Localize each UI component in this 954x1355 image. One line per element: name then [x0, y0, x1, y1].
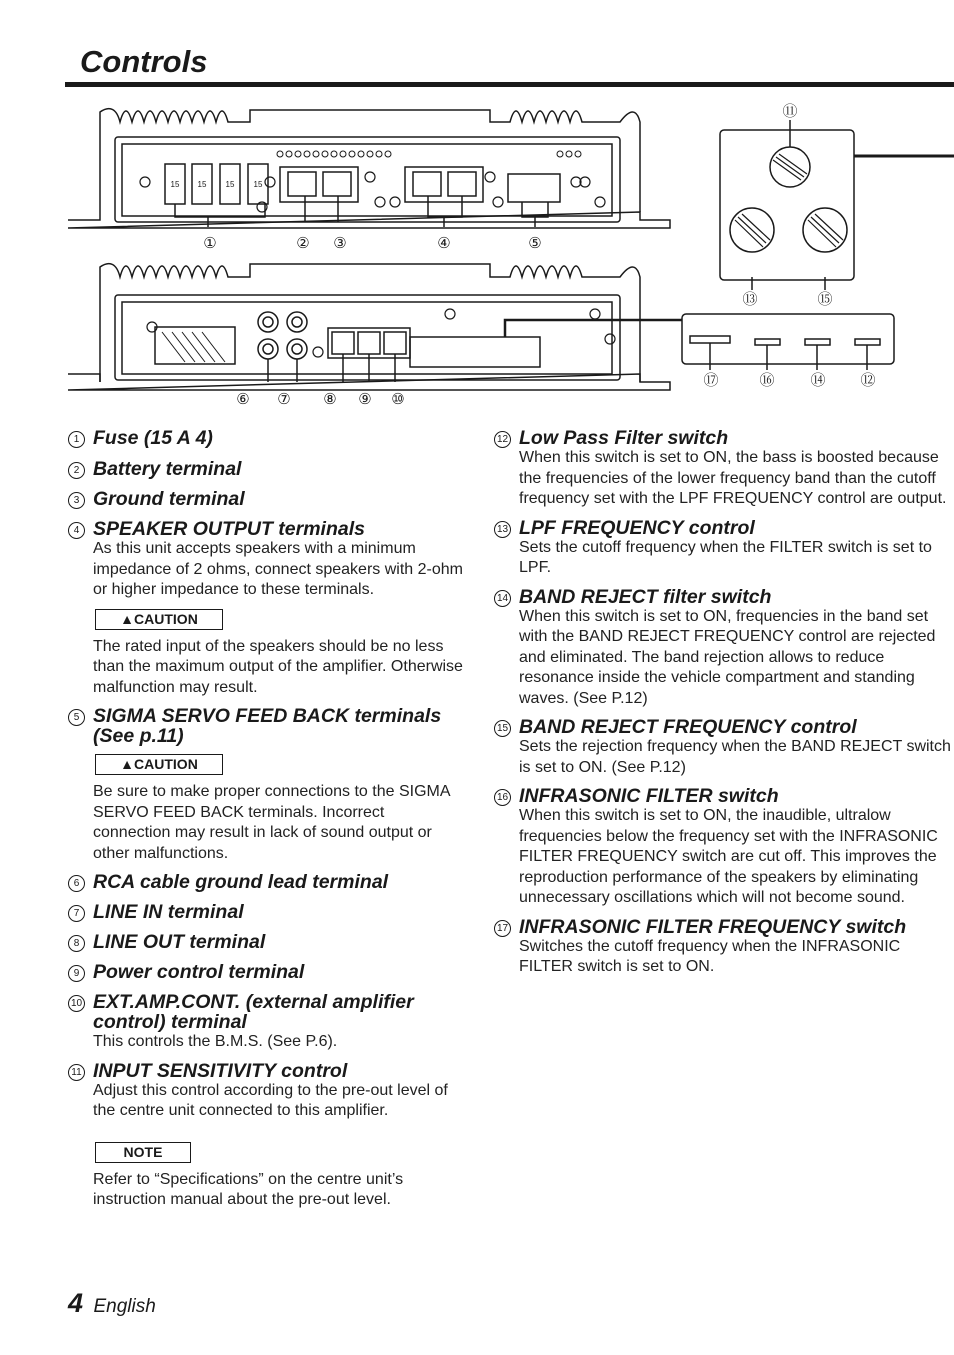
item-number: 9: [68, 965, 85, 982]
page-footer: [68, 1288, 156, 1319]
callout-9: ⑨: [358, 391, 372, 408]
item-number: 8: [68, 935, 85, 952]
item-14: [494, 587, 954, 710]
callout-6: ⑥: [236, 391, 250, 408]
item-description: This controls the B.M.S. (See P.6).: [93, 1033, 338, 1050]
item-description: Adjust this control according to the pre-out level of the centre unit connected to this amplifier.: [93, 1081, 448, 1119]
callout-13: ⑬: [742, 291, 758, 308]
item-7: [68, 902, 463, 922]
line-out-terminal: [332, 332, 354, 354]
item-number: 16: [494, 789, 511, 806]
item-title: INPUT SENSITIVITY control: [93, 1059, 348, 1082]
callout-1: ①: [203, 235, 217, 252]
item-1: [68, 428, 463, 448]
callout-17: ⑰: [703, 372, 719, 389]
item-8: [68, 932, 463, 952]
item-description: Sets the rejection frequency when the BAND REJECT switch is set to ON. (See P.12): [519, 738, 951, 776]
item-10: [68, 992, 463, 1053]
sigma-servo-terminals: [508, 174, 560, 202]
item-number: 5: [68, 709, 85, 726]
fuse-label-2: 15: [197, 180, 207, 189]
note-description: Refer to “Specifications” on the centre unit’s instruction manual about the pre-out level.: [93, 1170, 404, 1208]
amplifier-diagram: [60, 92, 954, 422]
note-label: NOTE: [95, 1142, 191, 1163]
callout-15: ⑮: [817, 291, 833, 308]
item-number: 17: [494, 920, 511, 937]
callout-2: ②: [296, 235, 310, 252]
item-number: 13: [494, 521, 511, 538]
item-number: 4: [68, 522, 85, 539]
item-description: When this switch is set to ON, the inaudible, ultralow frequencies below the frequency set with the INFRASONIC FILTER FREQUENCY switch are cut off. This improves the reproduction performance of the speakers by eliminating unnecessary oscillations which will not become sound.: [519, 807, 938, 906]
page-title: Controls: [80, 44, 208, 79]
fuse-label-1: 15: [170, 180, 180, 189]
item-5: [68, 706, 463, 864]
page-number: 4: [68, 1288, 84, 1318]
item-15: [494, 717, 954, 778]
battery-terminal: [288, 172, 316, 196]
page-language: English: [93, 1296, 156, 1317]
item-number: 15: [494, 720, 511, 737]
callout-7: ⑦: [277, 391, 291, 408]
item-title: INFRASONIC FILTER FREQUENCY switch: [519, 915, 907, 938]
item-4: [68, 519, 463, 698]
callout-11: ⑪: [782, 103, 798, 120]
item-number: 3: [68, 492, 85, 509]
rca-ground: [258, 312, 278, 332]
item-title: Low Pass Filter switch: [519, 427, 729, 449]
callout-3: ③: [333, 235, 347, 252]
item-description: As this unit accepts speakers with a minimum impedance of 2 ohms, connect speakers with 2-ohm or higher impedance to these terminals.: [93, 540, 463, 598]
item-title: EXT.AMP.CONT. (external amplifier control) terminal: [93, 991, 414, 1033]
infrasonic-filter-frequency-switch: [690, 336, 730, 343]
item-12: [494, 428, 954, 510]
item-number: 12: [494, 431, 511, 448]
item-11: [68, 1061, 463, 1211]
item-title: LINE OUT terminal: [93, 931, 266, 953]
item-title: BAND REJECT FREQUENCY control: [519, 716, 857, 738]
caution-description: Be sure to make proper connections to the SIGMA SERVO FEED BACK terminals. Incorrect connection may result in lack of sound output or other malfunctions.: [93, 783, 450, 862]
item-2: [68, 459, 463, 479]
caution-text: CAUTION: [134, 610, 198, 627]
item-number: 14: [494, 590, 511, 607]
callout-5: ⑤: [528, 235, 542, 252]
front-panel-top: [115, 137, 620, 222]
caution-description: The rated input of the speakers should be no less than the maximum output of the amplifier. Otherwise malfunction may result.: [93, 637, 463, 696]
item-number: 11: [68, 1064, 85, 1081]
band-reject-switch: [805, 339, 830, 345]
ground-terminal: [323, 172, 351, 196]
item-13: [494, 518, 954, 579]
item-title: SPEAKER OUTPUT terminals: [93, 518, 365, 540]
callout-8: ⑧: [323, 391, 337, 408]
item-9: [68, 962, 463, 982]
callout-10: ⑩: [391, 391, 405, 408]
callout-16: ⑯: [759, 372, 775, 389]
line-in-terminal: [287, 312, 307, 332]
item-title: BAND REJECT filter switch: [519, 585, 772, 608]
caution-label: ▲CAUTION: [95, 754, 223, 775]
low-pass-filter-switch: [855, 339, 880, 345]
callout-14: ⑭: [810, 372, 826, 389]
caution-text: CAUTION: [134, 756, 198, 772]
item-description: Sets the cutoff frequency when the FILTER switch is set to LPF.: [519, 538, 932, 576]
item-number: 7: [68, 905, 85, 922]
caution-label: ▲CAUTION: [95, 609, 223, 630]
item-description: When this switch is set to ON, frequencies in the band set with the BAND REJECT FREQUENCY control are rejected and eliminated. The band rejection allows to reduce resonance inside the vehicle compartment and standing waves. (See P.12): [519, 607, 936, 707]
item-17: [494, 917, 954, 978]
ext-amp-cont-terminal: [384, 332, 406, 354]
item-title: Fuse (15 A 4): [93, 427, 213, 449]
infrasonic-filter-switch: [755, 339, 780, 345]
front-panel-bottom: [115, 295, 620, 380]
item-number: 1: [68, 431, 85, 448]
item-title: RCA cable ground lead terminal: [93, 871, 389, 893]
item-title: Ground terminal: [93, 488, 245, 510]
right-column: [494, 428, 954, 978]
item-number: 10: [68, 995, 85, 1012]
item-number: 2: [68, 462, 85, 479]
fuse-label-3: 15: [225, 180, 235, 189]
control-panel-inset: [720, 130, 854, 280]
item-description: When this switch is set to ON, the bass is boosted because the frequencies of the lower frequency band than the cutoff frequency set with the LPF FREQUENCY control are output.: [519, 449, 947, 507]
item-title: LPF FREQUENCY control: [519, 516, 755, 539]
item-title: INFRASONIC FILTER switch: [519, 785, 779, 807]
left-column: [68, 428, 463, 1211]
power-control-terminal: [358, 332, 380, 354]
heatsink-top-left: [100, 109, 640, 212]
item-description: Switches the cutoff frequency when the INFRASONIC FILTER switch is set to ON.: [519, 937, 901, 975]
item-title: SIGMA SERVO FEED BACK terminals (See p.11): [93, 705, 442, 747]
item-title: Battery terminal: [93, 458, 242, 480]
item-title: Power control terminal: [93, 961, 305, 983]
item-3: [68, 489, 463, 509]
item-title: LINE IN terminal: [93, 901, 244, 923]
fuse-label-4: 15: [253, 180, 263, 189]
title-rule: [65, 82, 954, 87]
item-16: [494, 786, 954, 909]
item-6: [68, 872, 463, 892]
callout-12: ⑫: [860, 372, 876, 389]
item-number: 6: [68, 875, 85, 892]
fuse-block: [165, 164, 268, 204]
callout-4: ④: [437, 235, 451, 252]
